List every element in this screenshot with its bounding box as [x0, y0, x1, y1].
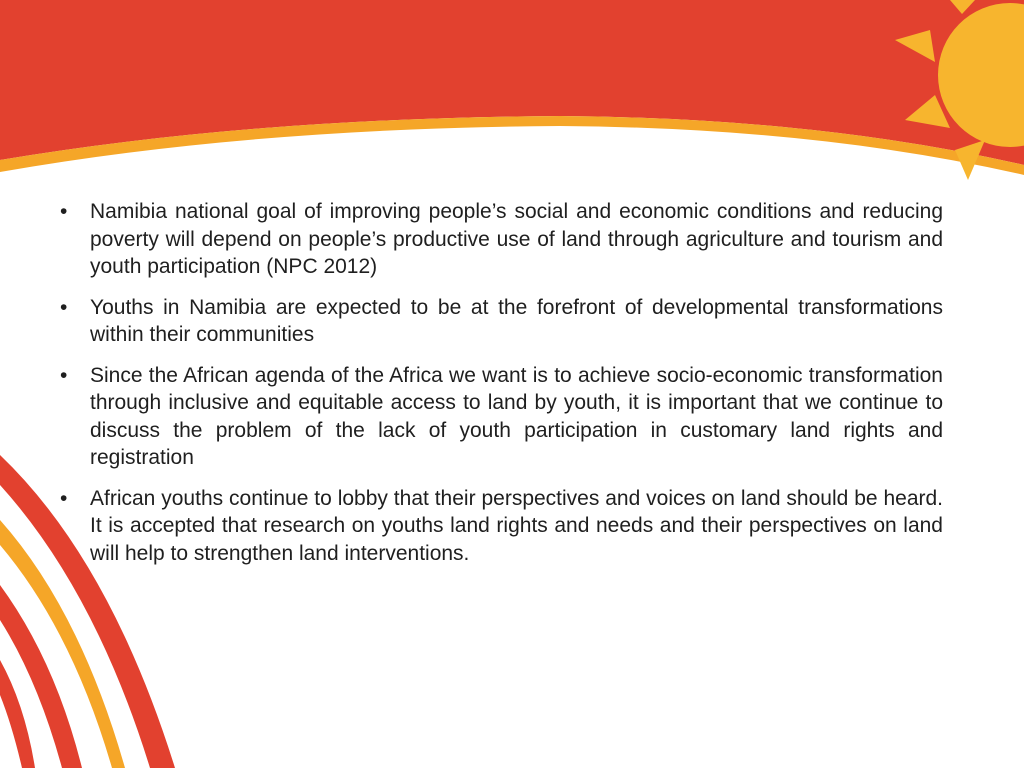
bullet-item: [60, 485, 943, 568]
bullet-item: [60, 198, 943, 281]
bullet-item: [60, 294, 943, 349]
bullet-item: [60, 362, 943, 472]
bullet-marker: •: [60, 486, 68, 510]
bullet-list: [60, 198, 943, 567]
bullet-text: African youths continue to lobby that their perspectives and voices on land should be heard. It is accepted that research on youths land rights and needs and their perspectives on land will help to strengthen land interventions.: [90, 486, 943, 565]
bullet-marker: •: [60, 295, 68, 319]
bullet-text: Namibia national goal of improving people’s social and economic conditions and reducing poverty will depend on people’s productive use of land through agriculture and tourism and youth participation (NPC 2012): [90, 200, 943, 278]
bullet-text: Since the African agenda of the Africa we want is to achieve socio-economic transformation through inclusive and equitable access to land by youth, it is important that we continue to discuss the problem of the lack of youth participation in customary land rights and registration: [90, 363, 943, 469]
bullet-marker: •: [60, 200, 68, 223]
slide-content: [60, 198, 943, 580]
bullet-text: Youths in Namibia are expected to be at the forefront of developmental transformations within their communities: [90, 295, 943, 346]
bullet-marker: •: [60, 363, 68, 387]
